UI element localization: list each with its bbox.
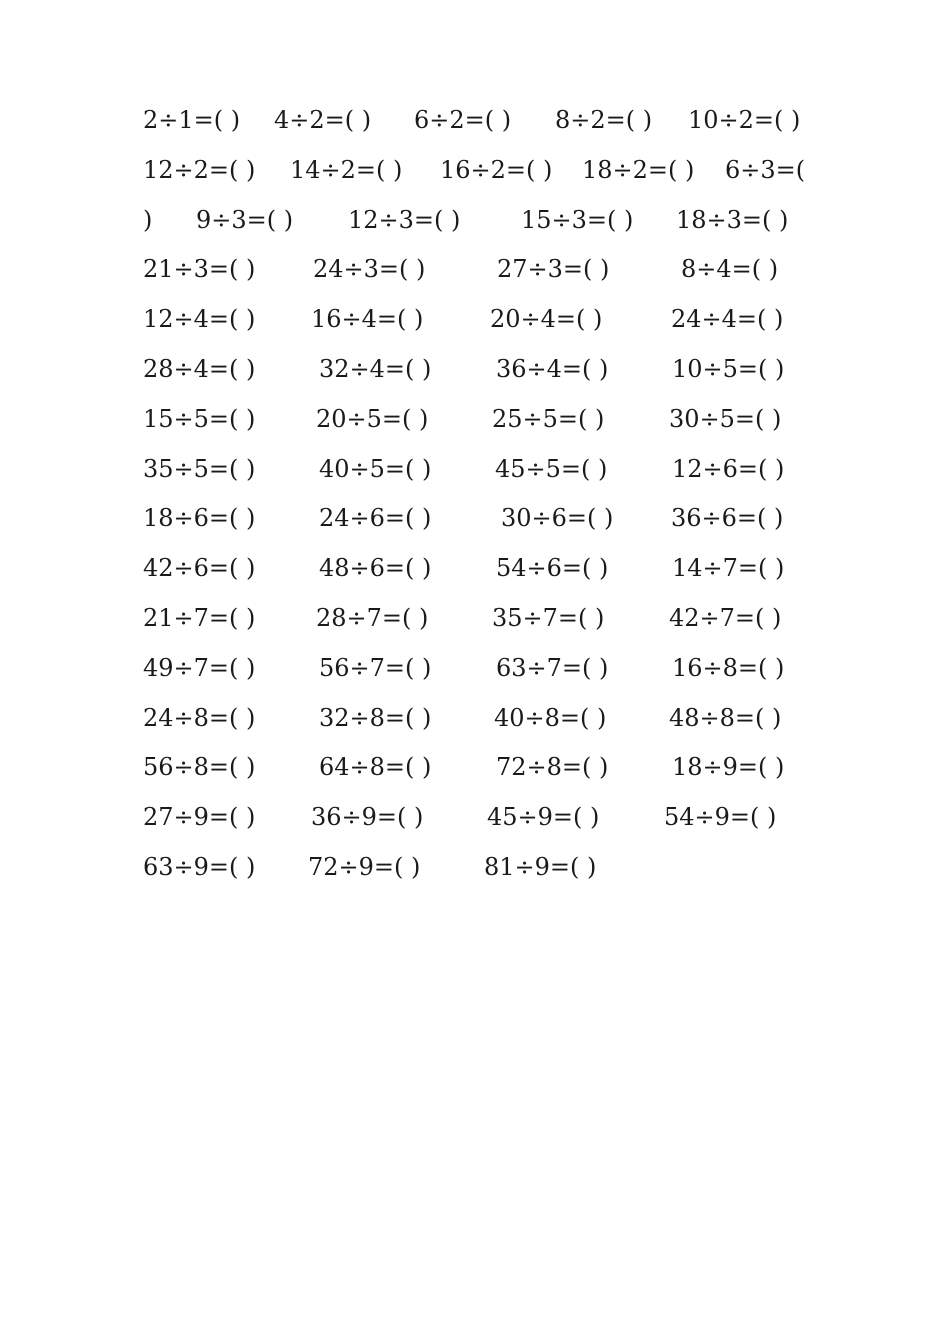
division-problem: 12÷4=( ) (143, 305, 256, 334)
division-problem: 72÷8=( ) (496, 753, 609, 782)
division-problem: 40÷8=( ) (494, 703, 607, 732)
division-problem: 18÷6=( ) (143, 504, 256, 533)
division-problem: 54÷6=( ) (496, 554, 609, 583)
division-problem: 28÷7=( ) (316, 604, 429, 632)
problem-line (143, 648, 808, 688)
division-problem: 15÷3=( ) (521, 205, 634, 234)
division-problem: 30÷5=( ) (669, 404, 782, 433)
division-problem: 14÷2=( ) (290, 155, 403, 184)
division-problem: 12÷3=( ) (348, 205, 461, 234)
division-problem: 42÷7=( ) (669, 604, 782, 632)
division-problem: 36÷6=( ) (671, 504, 784, 533)
division-problem: 45÷9=( ) (487, 803, 600, 832)
problem-line (143, 100, 808, 140)
division-problem: 6÷2=( ) (414, 106, 512, 134)
division-problem: 30÷6=( ) (501, 504, 614, 533)
division-problem: 10÷5=( ) (672, 355, 785, 383)
division-problem: 56÷7=( ) (319, 653, 432, 682)
division-problem: 81÷9=( ) (484, 853, 597, 881)
division-problem: 36÷4=( ) (496, 355, 609, 383)
division-problem: 16÷2=( ) (440, 155, 553, 184)
division-problem: 18÷2=( ) (582, 155, 695, 184)
division-problem: 48÷6=( ) (319, 554, 432, 583)
division-problem: 40÷5=( ) (319, 454, 432, 483)
division-problem: 56÷8=( ) (143, 753, 256, 782)
division-problem: 63÷7=( ) (496, 653, 609, 682)
division-problem: 24÷3=( ) (313, 255, 426, 284)
division-problem: 72÷9=( ) (308, 853, 421, 881)
problem-line (143, 249, 808, 289)
problem-line (143, 200, 808, 240)
division-problem: 42÷6=( ) (143, 554, 256, 583)
division-problem: 8÷2=( ) (555, 106, 653, 134)
division-problem: 9÷3=( ) (196, 205, 294, 234)
division-problem: 16÷4=( ) (311, 305, 424, 334)
division-problem: 21÷7=( ) (143, 604, 256, 632)
problem-line (143, 498, 808, 538)
division-problem: 32÷8=( ) (319, 703, 432, 732)
division-problem: 27÷9=( ) (143, 803, 256, 832)
division-problem: 35÷7=( ) (492, 604, 605, 632)
division-problem: 35÷5=( ) (143, 454, 256, 483)
division-problem: 20÷5=( ) (316, 404, 429, 433)
division-problem: 16÷8=( ) (672, 653, 785, 682)
division-problem: 21÷3=( ) (143, 255, 256, 284)
division-problem: 12÷2=( ) (143, 155, 256, 184)
division-problem: 8÷4=( ) (681, 255, 779, 284)
division-problem: 2÷1=( ) (143, 106, 241, 134)
division-problem: 18÷3=( ) (676, 205, 789, 234)
problem-line (143, 299, 808, 339)
division-problem: 20÷4=( ) (490, 305, 603, 334)
division-problem: 24÷8=( ) (143, 703, 256, 732)
division-problem: 12÷6=( ) (672, 454, 785, 483)
problem-line (143, 598, 808, 638)
division-problem: 27÷3=( ) (497, 255, 610, 284)
division-problem: 28÷4=( ) (143, 355, 256, 383)
division-problem: 54÷9=( ) (664, 803, 777, 832)
problem-line (143, 449, 808, 489)
problem-line (143, 399, 808, 439)
division-problem: 4÷2=( ) (274, 106, 372, 134)
division-problem: ) (143, 205, 153, 234)
problem-line (143, 797, 808, 837)
division-problem: 14÷7=( ) (672, 554, 785, 583)
division-problem: 48÷8=( ) (669, 703, 782, 732)
division-problem: 25÷5=( ) (492, 404, 605, 433)
division-problem: 32÷4=( ) (319, 355, 432, 383)
problem-line (143, 698, 808, 738)
division-problem: 10÷2=( ) (688, 106, 801, 134)
division-problem: 49÷7=( ) (143, 653, 256, 682)
division-problem: 63÷9=( ) (143, 853, 256, 881)
problem-line (143, 150, 808, 190)
problem-line (143, 747, 808, 787)
division-problem: 15÷5=( ) (143, 404, 256, 433)
division-problem: 18÷9=( ) (672, 753, 785, 782)
division-problem: 36÷9=( ) (311, 803, 424, 832)
division-problem: 24÷6=( ) (319, 504, 432, 533)
problem-line (143, 847, 808, 887)
problem-line (143, 548, 808, 588)
division-problem: 45÷5=( ) (495, 454, 608, 483)
problem-line (143, 349, 808, 389)
division-problem: 6÷3=( (725, 155, 806, 184)
division-problem: 24÷4=( ) (671, 305, 784, 334)
division-problem: 64÷8=( ) (319, 753, 432, 782)
